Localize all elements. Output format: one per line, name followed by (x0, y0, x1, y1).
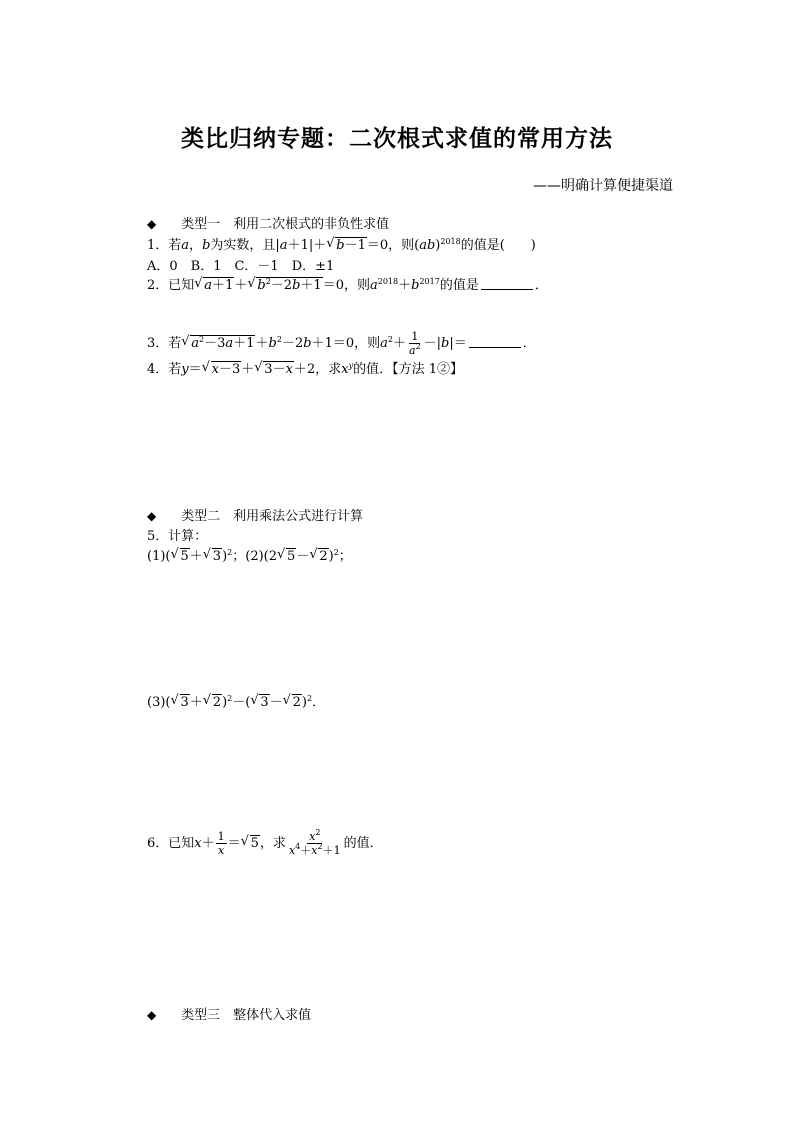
section-label: 类型三 整体代入求值 (181, 1008, 312, 1023)
fraction: $\frac{x^2}{x^4+x^2+1}$ (288, 828, 341, 857)
section-heading-2 (147, 507, 363, 526)
sqrt-symbol: √ 2 (310, 548, 328, 566)
problem-5-parts-1-2: (1)(√ 5＋√ 3)$^2$；(2)(2√ 5－√ 2)$^2$； (147, 548, 352, 566)
page-title: 类比归纳专题：二次根式求值的常用方法 (181, 126, 613, 152)
problem-5-label: 5．计算： (147, 529, 208, 544)
problem-5-part-3: (3)(√ 3＋√ 2)$^2$－(√ 3－√ 2)$^2$． (147, 694, 325, 712)
sqrt-symbol: √ x－3 (203, 361, 242, 379)
fraction: $\frac{1}{x}$ (217, 830, 225, 857)
problem-4: 4．若y＝√ x－3＋√ 3－x＋2，求$x^y$的值．【方法 1②】 (147, 361, 463, 379)
page-subtitle: ——明确计算便捷渠道 (533, 178, 673, 194)
problem-2: 2．已知√ a＋1＋√ $b^2-2b+1=0$，则$a^{2018}+b^{2017}$的值是 ． (147, 277, 548, 295)
sqrt-symbol: √ 5 (278, 548, 296, 566)
section-label: 类型一 利用二次根式的非负性求值 (181, 217, 390, 232)
fraction: $\frac{1}{a^2}$ (409, 330, 421, 357)
sqrt-symbol: √ 3 (172, 694, 190, 712)
sqrt-symbol: √ $b^2-2b+1$ (248, 277, 322, 295)
sqrt-symbol: √ b－1 (327, 237, 367, 255)
problem-6: 6．已知x＋ $\frac{1}{x}$ ＝√ 5，求 $\frac{x^2}{x^4+x^2+1}$ 的值． (147, 830, 383, 857)
section-label: 类型二 利用乘法公式进行计算 (181, 509, 364, 524)
sqrt-symbol: √ 3－x (255, 361, 294, 379)
sqrt-symbol: √ 5 (172, 548, 190, 566)
problem-3: 3．若√ $a^2-3a+1+b^2-2b+1=0$，则$a^2+$ $\frac{1}{a^2}$ －|b|＝ ． (147, 330, 536, 357)
sqrt-symbol: √ 3 (204, 548, 222, 566)
diamond-icon: ◆ (147, 509, 157, 523)
sqrt-symbol: √ a＋1 (195, 277, 234, 295)
sqrt-symbol: √ 3 (251, 694, 269, 712)
problem-1-choices: A．0 B．1 C．－1 D．±1 (147, 259, 335, 274)
sqrt-symbol: √ $a^2-3a+1$ (182, 335, 255, 353)
sqrt-symbol: √ 2 (284, 694, 302, 712)
section-heading-1 (147, 215, 389, 234)
section-heading-3 (147, 1006, 311, 1025)
answer-blank[interactable] (481, 277, 533, 290)
diamond-icon: ◆ (147, 1008, 157, 1022)
problem-1: 1．若a，b为实数，且|a＋1|＋√ b－1＝0，则(ab)$^{2018}$的值是( ) (147, 237, 536, 255)
diamond-icon: ◆ (147, 217, 157, 231)
answer-blank[interactable] (469, 335, 521, 348)
sqrt-symbol: √ 5 (242, 835, 260, 853)
sqrt-symbol: √ 2 (204, 694, 222, 712)
